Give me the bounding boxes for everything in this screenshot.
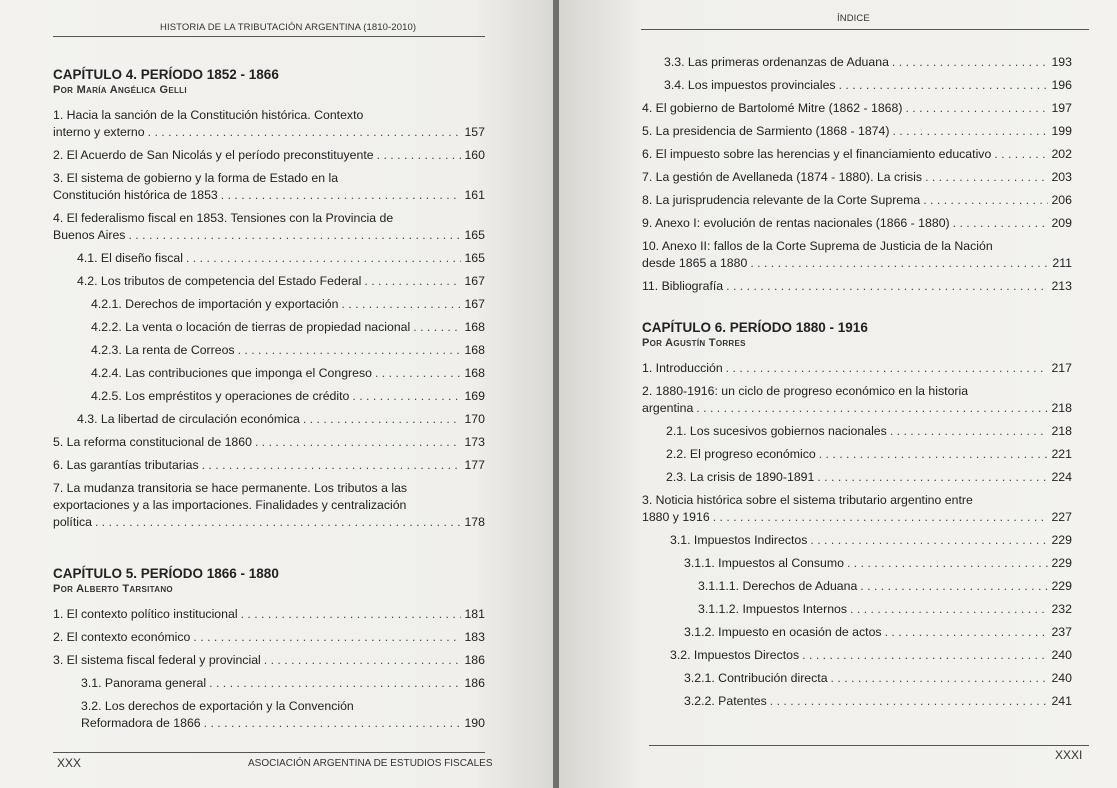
dot-leader (186, 250, 462, 267)
toc-entry-text: 8. La jurisprudencia relevante de la Corte Suprema (642, 193, 921, 207)
toc-page-number: 177 (464, 458, 485, 472)
toc-page-number: 173 (464, 435, 485, 449)
toc-page-number: 240 (1051, 671, 1072, 685)
chapter-entries (642, 54, 1072, 295)
dot-leader (148, 124, 462, 141)
chapter-author: Por Agustín Torres (642, 337, 746, 349)
toc-entry-text: 3.1.1.1. Derechos de Aduana (698, 579, 858, 593)
toc-entry-text: 3.2. Impuestos Directos (670, 648, 800, 662)
toc-page-number: 229 (1051, 579, 1072, 593)
toc-entry (642, 555, 1072, 572)
toc-entry-text: 2.3. La crisis de 1890-1891 (666, 470, 815, 484)
toc-page-number: 181 (464, 607, 485, 621)
toc-entry-text: 1880 y 1916 (642, 510, 710, 524)
dot-leader (892, 123, 1048, 140)
toc-page-number: 218 (1051, 401, 1072, 415)
dot-leader (819, 446, 1049, 463)
toc-entry (53, 698, 485, 732)
toc-page-number: 211 (1052, 256, 1072, 270)
chapter-title: CAPÍTULO 6. PERÍODO 1880 - 1916 (642, 320, 868, 335)
toc-entry-text: 2. El Acuerdo de San Nicolás y el período preconstituyente (53, 148, 374, 162)
toc-entry (642, 100, 1072, 117)
dot-leader (923, 192, 1048, 209)
dot-leader (726, 278, 1048, 295)
toc-entry (53, 319, 485, 336)
toc-entry (53, 365, 485, 382)
toc-entry (53, 210, 485, 244)
toc-entry (642, 77, 1072, 94)
toc-entry-text: 3. El sistema de gobierno y la forma de Estado en la (53, 171, 339, 185)
chapter-entries (53, 606, 485, 732)
toc-entry-text: 4.2.5. Los empréstitos y operaciones de crédito (91, 389, 350, 403)
toc-page-number: 217 (1051, 361, 1072, 375)
dot-leader (810, 532, 1048, 549)
chapter-title: CAPÍTULO 4. PERÍODO 1852 - 1866 (53, 67, 279, 82)
toc-entry-text: desde 1865 a 1880 (642, 256, 748, 270)
chapter-title: CAPÍTULO 5. PERÍODO 1866 - 1880 (53, 566, 279, 581)
toc-page-number: 229 (1051, 556, 1072, 570)
dot-leader (850, 601, 1048, 618)
toc-page-number: 213 (1051, 279, 1072, 293)
dot-leader (839, 77, 1049, 94)
toc-page-number: 186 (464, 676, 485, 690)
toc-entry (53, 629, 485, 646)
dot-leader (726, 360, 1049, 377)
toc-entry (53, 434, 485, 451)
toc-entry-text: 2. 1880-1916: un ciclo de progreso económico en la historia (642, 384, 969, 398)
toc-page-number: 160 (464, 148, 485, 162)
toc-page-number: 170 (464, 412, 485, 426)
dot-leader (994, 146, 1048, 163)
dot-leader (953, 215, 1049, 232)
dot-leader (817, 469, 1048, 486)
toc-page-number: 232 (1051, 602, 1072, 616)
toc-entry-text: 3.1. Impuestos Indirectos (670, 533, 808, 547)
toc-entry-text: 3.2. Los derechos de exportación y la Convención (81, 699, 354, 713)
toc-entry (642, 360, 1072, 377)
toc-entry (53, 107, 485, 141)
toc-page-number: 202 (1051, 147, 1072, 161)
toc-entry (642, 54, 1072, 71)
page-number: XXXI (1055, 748, 1083, 762)
toc-entry (53, 480, 485, 531)
toc-entry (642, 192, 1072, 209)
toc-entry (642, 238, 1072, 272)
header-rule (641, 29, 1089, 30)
toc-entry-text: 6. Las garantías tributarias (53, 458, 199, 472)
dot-leader (303, 411, 462, 428)
toc-entry-text: Reformadora de 1866 (81, 716, 201, 730)
toc-entry-text: Buenos Aires (53, 228, 126, 242)
left-page (0, 0, 554, 788)
dot-leader (377, 147, 462, 164)
toc-page-number: 203 (1051, 170, 1072, 184)
dot-leader (750, 255, 1049, 272)
toc-entry (53, 675, 485, 692)
toc-page-number: 193 (1051, 55, 1072, 69)
toc-page-number: 227 (1051, 510, 1072, 524)
toc-entry-text: 3.1.1. Impuestos al Consumo (684, 556, 844, 570)
toc-entry (642, 423, 1072, 440)
dot-leader (95, 514, 462, 531)
toc-entry (53, 606, 485, 623)
dot-leader (713, 509, 1049, 526)
toc-entry-text: 4.2.2. La venta o locación de tierras de propiedad nacional (91, 320, 411, 334)
toc-page-number: 218 (1051, 424, 1072, 438)
toc-entry (642, 146, 1072, 163)
dot-leader (860, 578, 1048, 595)
toc-entry-text: 6. El impuesto sobre las herencias y el financiamiento educativo (642, 147, 992, 161)
toc-entry-text: 2.1. Los sucesivos gobiernos nacionales (666, 424, 887, 438)
toc-entry-text: 4.2.3. La renta de Correos (91, 343, 235, 357)
toc-entry (642, 169, 1072, 186)
toc-page-number: 199 (1051, 124, 1072, 138)
dot-leader (892, 54, 1049, 71)
toc-page-number: 240 (1051, 648, 1072, 662)
toc-page-number: 178 (464, 515, 485, 529)
dot-leader (364, 273, 461, 290)
toc-entry (642, 446, 1072, 463)
dot-leader (128, 227, 461, 244)
toc-page-number: 229 (1051, 533, 1072, 547)
toc-page-number: 168 (464, 343, 485, 357)
toc-entry-text: 2. El contexto económico (53, 630, 191, 644)
chapter-entries (642, 360, 1072, 710)
toc-entry-text: 11. Bibliografía (642, 279, 724, 293)
toc-left (53, 66, 485, 738)
toc-entry (642, 492, 1072, 526)
toc-entry (642, 383, 1072, 417)
toc-entry (642, 123, 1072, 140)
toc-entry (642, 215, 1072, 232)
footer-rule (53, 752, 485, 753)
toc-entry-text: 4.2.4. Las contribuciones que imponga el Congreso (91, 366, 372, 380)
toc-page-number: 224 (1051, 470, 1072, 484)
dot-leader (831, 670, 1049, 687)
toc-entry-text: 10. Anexo II: fallos de la Corte Suprema de Justicia de la Nación (642, 239, 993, 253)
header-rule (53, 36, 485, 37)
toc-entry-text: 4.2.1. Derechos de importación y exportación (91, 297, 339, 311)
dot-leader (193, 629, 461, 646)
dot-leader (770, 693, 1049, 710)
toc-entry-text: 4. El gobierno de Bartolomé Mitre (1862 - 1868) (642, 101, 903, 115)
toc-entry-text: 3.3. Las primeras ordenanzas de Aduana (664, 55, 889, 69)
toc-entry-text: 3. Noticia histórica sobre el sistema tributario argentino entre (642, 493, 973, 507)
toc-page-number: 186 (464, 653, 485, 667)
toc-entry (642, 624, 1072, 641)
toc-page-number: 206 (1051, 193, 1072, 207)
toc-entry-text: 1. Introducción (642, 361, 723, 375)
toc-entry (53, 411, 485, 428)
toc-entry-text: 4.3. La libertad de circulación económica (77, 412, 300, 426)
toc-entry-text: 7. La mudanza transitoria se hace permanente. Los tributos a las (53, 481, 408, 495)
toc-entry-text: 3. El sistema fiscal federal y provincial (53, 653, 261, 667)
toc-page-number: 209 (1051, 216, 1072, 230)
dot-leader (802, 647, 1048, 664)
toc-entry-text: política (53, 515, 92, 529)
running-head: HISTORIA DE LA TRIBUTACIÓN ARGENTINA (1810-2010) (160, 22, 417, 33)
dot-leader (264, 652, 462, 669)
toc-page-number: 183 (464, 630, 485, 644)
dot-leader (241, 606, 462, 623)
dot-leader (202, 457, 462, 474)
toc-entry-text: argentina (642, 401, 694, 415)
dot-leader (885, 624, 1049, 641)
page-number: XXX (57, 756, 82, 770)
dot-leader (413, 319, 461, 336)
toc-entry-text: 4.1. El diseño fiscal (77, 251, 183, 265)
dot-leader (847, 555, 1049, 572)
toc-entry-text: exportaciones y a las importaciones. Finalidades y centralización (53, 498, 407, 512)
dot-leader (375, 365, 462, 382)
toc-page-number: 169 (464, 389, 485, 403)
toc-entry-text: 5. La presidencia de Sarmiento (1868 - 1874) (642, 124, 890, 138)
toc-entry-text: 3.2.2. Patentes (684, 694, 767, 708)
dot-leader (925, 169, 1048, 186)
toc-entry-text: 1. Hacia la sanción de la Constitución histórica. Contexto (53, 108, 364, 122)
toc-page-number: 165 (464, 228, 485, 242)
toc-page-number: 190 (464, 716, 485, 730)
toc-entry-text: Constitución histórica de 1853 (53, 188, 218, 202)
toc-entry (53, 342, 485, 359)
dot-leader (209, 675, 461, 692)
toc-entry-text: 3.4. Los impuestos provinciales (664, 78, 836, 92)
toc-entry (642, 670, 1072, 687)
toc-page-number: 197 (1051, 101, 1072, 115)
toc-entry-text: 1. El contexto político institucional (53, 607, 238, 621)
dot-leader (221, 187, 462, 204)
toc-entry (53, 250, 485, 267)
toc-page-number: 168 (464, 366, 485, 380)
footer-organization: ASOCIACIÓN ARGENTINA DE ESTUDIOS FISCALES (248, 758, 493, 769)
toc-entry (53, 652, 485, 669)
toc-page-number: 241 (1051, 694, 1072, 708)
dot-leader (204, 715, 462, 732)
toc-page-number: 167 (464, 297, 485, 311)
dot-leader (352, 388, 461, 405)
toc-entry (642, 693, 1072, 710)
right-page (559, 0, 1117, 788)
toc-entry-text: 9. Anexo I: evolución de rentas nacionales (1866 - 1880) (642, 216, 950, 230)
toc-page-number: 161 (464, 188, 485, 202)
toc-entry (53, 457, 485, 474)
chapter-author: Por María Angélica Gelli (53, 84, 187, 96)
toc-entry (642, 532, 1072, 549)
toc-page-number: 221 (1051, 447, 1072, 461)
toc-entry (53, 273, 485, 290)
toc-entry-text: 3.1.2. Impuesto en ocasión de actos (684, 625, 882, 639)
dot-leader (238, 342, 462, 359)
toc-page-number: 196 (1051, 78, 1072, 92)
toc-entry-text: 4.2. Los tributos de competencia del Estado Federal (77, 274, 362, 288)
toc-entry (642, 601, 1072, 618)
toc-entry-text: 3.2.1. Contribución directa (684, 671, 828, 685)
toc-page-number: 157 (464, 125, 485, 139)
toc-entry-text: 4. El federalismo fiscal en 1853. Tensiones con la Provincia de (53, 211, 394, 225)
dot-leader (905, 100, 1048, 117)
toc-right (642, 54, 1072, 716)
toc-entry-text: 3.1.1.2. Impuestos Internos (698, 602, 848, 616)
toc-page-number: 168 (464, 320, 485, 334)
toc-entry (53, 388, 485, 405)
dot-leader (255, 434, 462, 451)
footer-rule (649, 745, 1089, 746)
toc-entry-text: interno y externo (53, 125, 145, 139)
running-head: ÍNDICE (837, 13, 870, 24)
toc-entry (642, 578, 1072, 595)
chapter-author: Por Alberto Tarsitano (53, 583, 173, 595)
toc-entry (53, 147, 485, 164)
toc-entry (642, 278, 1072, 295)
chapter-entries (53, 107, 485, 531)
toc-entry (53, 296, 485, 313)
toc-page-number: 165 (464, 251, 485, 265)
dot-leader (696, 400, 1048, 417)
toc-entry (642, 647, 1072, 664)
toc-entry (642, 469, 1072, 486)
toc-entry-text: 7. La gestión de Avellaneda (1874 - 1880). La crisis (642, 170, 923, 184)
toc-entry-text: 5. La reforma constitucional de 1860 (53, 435, 252, 449)
toc-page-number: 237 (1051, 625, 1072, 639)
dot-leader (341, 296, 461, 313)
dot-leader (890, 423, 1049, 440)
toc-entry-text: 3.1. Panorama general (81, 676, 207, 690)
toc-page-number: 167 (464, 274, 485, 288)
toc-entry-text: 2.2. El progreso económico (666, 447, 816, 461)
toc-entry (53, 170, 485, 204)
